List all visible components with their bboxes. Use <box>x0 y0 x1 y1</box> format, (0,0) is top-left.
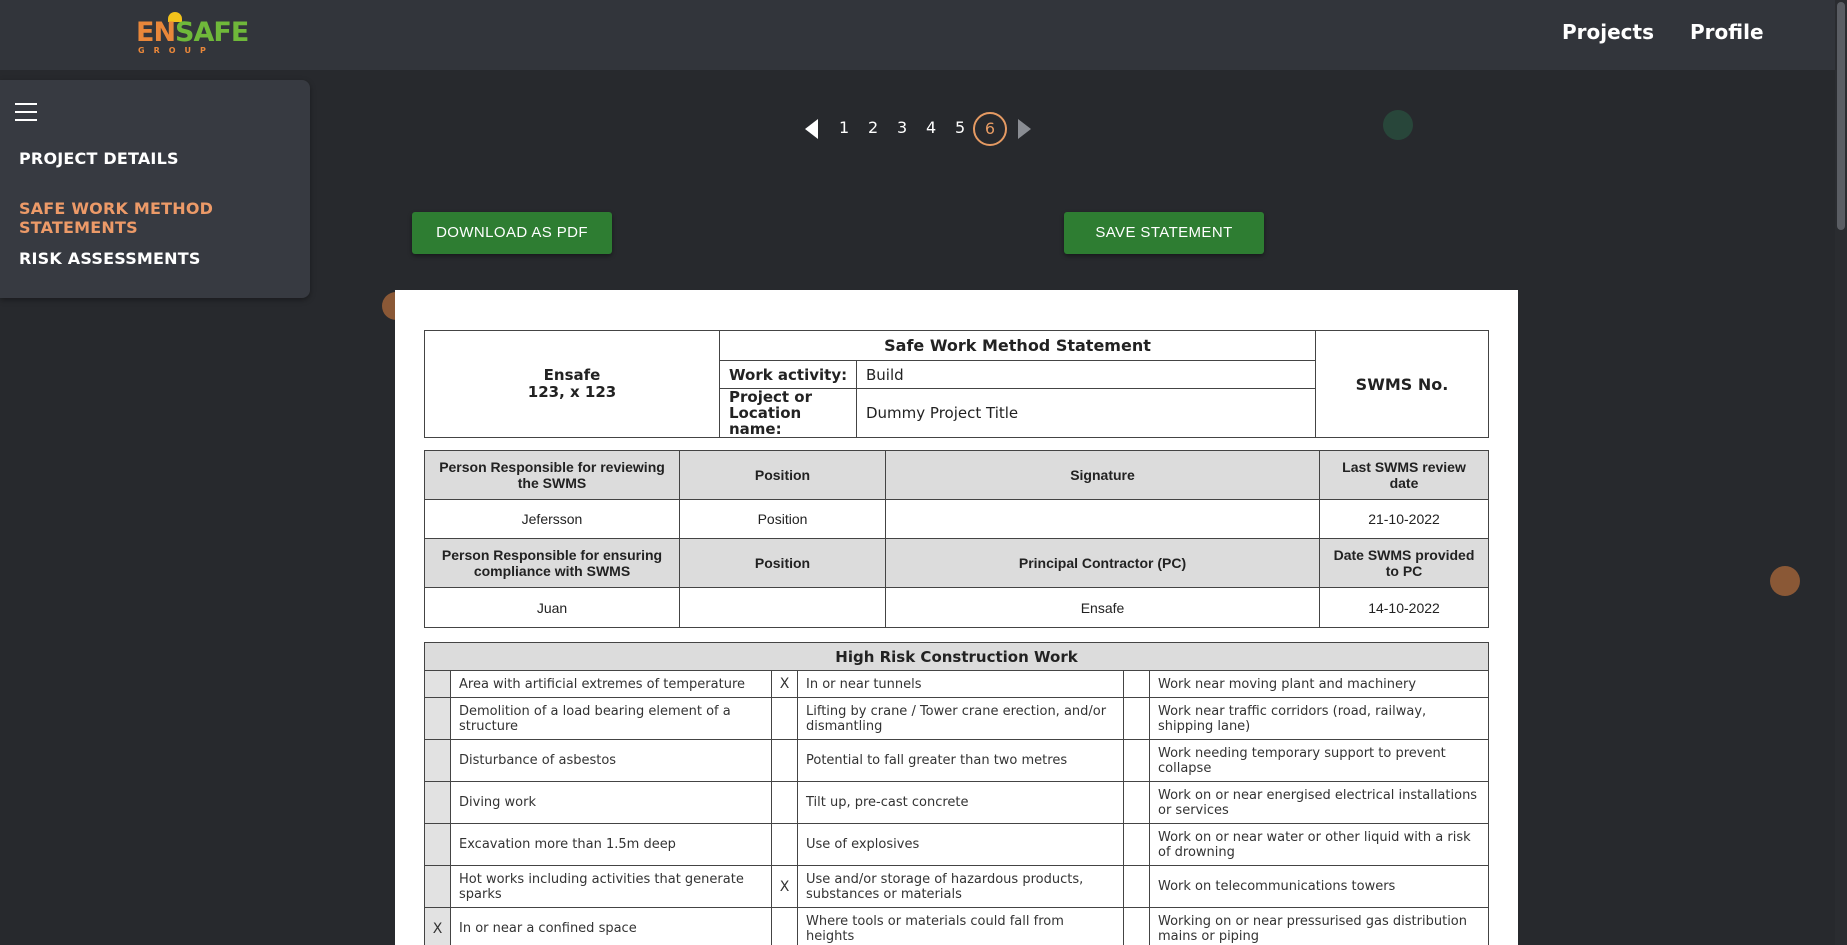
hrcw-checkbox[interactable]: X <box>772 671 798 698</box>
hrcw-checkbox[interactable] <box>425 698 451 740</box>
sidebar-item-swms[interactable]: SAFE WORK METHOD STATEMENTS <box>19 199 214 237</box>
hrcw-item-label: Work on or near water or other liquid with a risk of drowning <box>1150 824 1489 866</box>
hrcw-row <box>425 782 1489 824</box>
save-statement-button[interactable]: SAVE STATEMENT <box>1064 212 1264 254</box>
hrcw-item-label: Use of explosives <box>798 824 1124 866</box>
header-compliance-person: Person Responsible for ensuring compliance with SWMS <box>425 539 680 588</box>
hrcw-row <box>425 671 1489 698</box>
reviewer-position[interactable]: Position <box>680 500 886 539</box>
hrcw-item-label: Tilt up, pre-cast concrete <box>798 782 1124 824</box>
header-position: Position <box>680 451 886 500</box>
hrcw-row <box>425 908 1489 945</box>
ensafe-logo[interactable] <box>136 12 249 56</box>
hrcw-item-label: Demolition of a load bearing element of a structure <box>451 698 772 740</box>
sidebar-item-project-details[interactable]: PROJECT DETAILS <box>19 149 179 168</box>
hrcw-item-label: Work near moving plant and machinery <box>1150 671 1489 698</box>
hamburger-menu-icon[interactable] <box>15 103 37 121</box>
logo-group-text: GROUP <box>138 46 215 55</box>
compliance-position[interactable] <box>680 588 886 628</box>
header-principal-contractor: Principal Contractor (PC) <box>886 539 1320 588</box>
hrcw-checkbox[interactable] <box>425 671 451 698</box>
compliance-person[interactable]: Juan <box>425 588 680 628</box>
hrcw-item-label: Potential to fall greater than two metres <box>798 740 1124 782</box>
sidebar <box>0 80 310 298</box>
work-activity-value[interactable]: Build <box>857 361 1316 389</box>
hrcw-item-label: Hot works including activities that generate sparks <box>451 866 772 908</box>
page-3[interactable]: 3 <box>897 118 908 137</box>
hrcw-item-label: Working on or near pressurised gas distribution mains or piping <box>1150 908 1489 945</box>
hrcw-checkbox[interactable] <box>772 824 798 866</box>
hrcw-checkbox[interactable] <box>1124 671 1150 698</box>
work-activity-label: Work activity: <box>720 361 857 389</box>
nav-profile-link[interactable]: Profile <box>1690 20 1764 44</box>
swms-no-label: SWMS No. <box>1316 331 1489 438</box>
hrcw-item-label: In or near a confined space <box>451 908 772 945</box>
hrcw-item-label: Excavation more than 1.5m deep <box>451 824 772 866</box>
hrcw-checkbox[interactable] <box>425 782 451 824</box>
page-4[interactable]: 4 <box>926 118 937 137</box>
document-title: Safe Work Method Statement <box>720 331 1316 361</box>
hrcw-item-label: Work on or near energised electrical installations or services <box>1150 782 1489 824</box>
hrcw-checkbox[interactable] <box>425 866 451 908</box>
org-address: 123, x 123 <box>527 383 617 401</box>
org-cell <box>425 331 720 438</box>
page-6-current[interactable]: 6 <box>973 112 1007 146</box>
swms-document <box>395 290 1518 945</box>
project-location-value[interactable]: Dummy Project Title <box>857 389 1316 438</box>
logo-wordmark: ENSAFE <box>136 17 249 48</box>
hrcw-item-label: Work near traffic corridors (road, railway, shipping lane) <box>1150 698 1489 740</box>
next-page-icon[interactable] <box>1018 119 1031 139</box>
hrcw-checkbox[interactable]: X <box>425 908 451 945</box>
hrcw-item-label: Work on telecommunications towers <box>1150 866 1489 908</box>
hrcw-title: High Risk Construction Work <box>425 643 1489 671</box>
header-compliance-position: Position <box>680 539 886 588</box>
header-signature: Signature <box>886 451 1320 500</box>
hrcw-item-label: Disturbance of asbestos <box>451 740 772 782</box>
page-1[interactable]: 1 <box>839 118 850 137</box>
sidebar-item-risk-assessments[interactable]: RISK ASSESSMENTS <box>19 249 201 268</box>
hrcw-checkbox[interactable] <box>1124 908 1150 945</box>
project-location-label: Project or Location name: <box>720 389 857 438</box>
responsibility-table <box>424 450 1489 628</box>
hrcw-checkbox[interactable] <box>1124 698 1150 740</box>
hrcw-table <box>424 642 1489 945</box>
hrcw-row <box>425 698 1489 740</box>
hrcw-checkbox[interactable] <box>425 740 451 782</box>
hrcw-checkbox[interactable] <box>1124 866 1150 908</box>
prev-page-icon[interactable] <box>805 119 818 139</box>
decorative-dot <box>1770 566 1800 596</box>
hrcw-checkbox[interactable] <box>1124 782 1150 824</box>
hrcw-item-label: Area with artificial extremes of temperature <box>451 671 772 698</box>
hrcw-checkbox[interactable] <box>772 740 798 782</box>
hrcw-checkbox[interactable] <box>1124 824 1150 866</box>
hrcw-checkbox[interactable]: X <box>772 866 798 908</box>
hrcw-row <box>425 824 1489 866</box>
download-pdf-button[interactable]: DOWNLOAD AS PDF <box>412 212 612 254</box>
date-provided[interactable]: 14-10-2022 <box>1320 588 1489 628</box>
decorative-dot <box>1383 110 1413 140</box>
hrcw-item-label: Use and/or storage of hazardous products, substances or materials <box>798 866 1124 908</box>
reviewer-signature[interactable] <box>886 500 1320 539</box>
hrcw-row <box>425 740 1489 782</box>
reviewer-name[interactable]: Jefersson <box>425 500 680 539</box>
header-date-provided: Date SWMS provided to PC <box>1320 539 1489 588</box>
org-name: Ensafe <box>543 366 601 384</box>
hrcw-checkbox[interactable] <box>772 782 798 824</box>
hrcw-checkbox[interactable] <box>425 824 451 866</box>
hrcw-item-label: Lifting by crane / Tower crane erection, and/or dismantling <box>798 698 1124 740</box>
page-2[interactable]: 2 <box>868 118 879 137</box>
hrcw-item-label: In or near tunnels <box>798 671 1124 698</box>
header-review-date: Last SWMS review date <box>1320 451 1489 500</box>
hrcw-item-label: Where tools or materials could fall from heights <box>798 908 1124 945</box>
top-bar <box>0 0 1847 70</box>
hrcw-checkbox[interactable] <box>772 908 798 945</box>
page-5[interactable]: 5 <box>955 118 966 137</box>
hrcw-checkbox[interactable] <box>772 698 798 740</box>
review-date[interactable]: 21-10-2022 <box>1320 500 1489 539</box>
scrollbar-thumb[interactable] <box>1837 2 1845 230</box>
hrcw-checkbox[interactable] <box>1124 740 1150 782</box>
principal-contractor[interactable]: Ensafe <box>886 588 1320 628</box>
hrcw-row <box>425 866 1489 908</box>
hrcw-item-label: Work needing temporary support to prevent collapse <box>1150 740 1489 782</box>
nav-projects-link[interactable]: Projects <box>1562 20 1655 44</box>
swms-header-table <box>424 330 1489 438</box>
hrcw-item-label: Diving work <box>451 782 772 824</box>
header-reviewer: Person Responsible for reviewing the SWMS <box>425 451 680 500</box>
